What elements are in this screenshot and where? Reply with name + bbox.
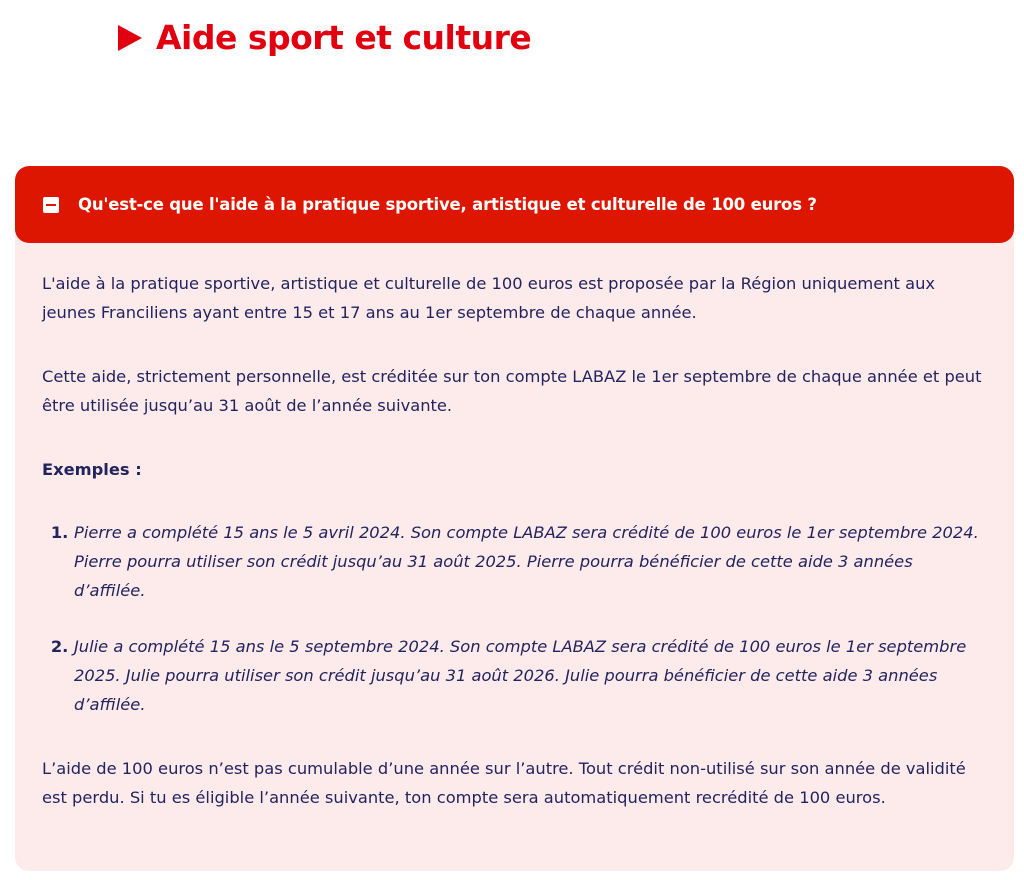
- examples-list: [42, 518, 984, 719]
- examples-label: Exemples :: [42, 460, 142, 479]
- non-cumulative-paragraph: L’aide de 100 euros n’est pas cumulable d’une année sur l’autre. Tout crédit non-utilisé sur son année de validité est perdu. Si tu es éligible l’année suivante, ton compte sera automatiquement recrédité de 100 euros.: [42, 759, 966, 807]
- example-item: 1. Pierre a complété 15 ans le 5 avril 2024. Son compte LABAZ sera crédité de 100 euros le 1er septembre 2024. Pierre pourra utiliser son crédit jusqu’au 31 août 2025. Pierre pourra bénéficier de cette aide 3 années d’affilée.: [74, 518, 984, 605]
- accordion-body: [15, 243, 1014, 812]
- intro-paragraph: L'aide à la pratique sportive, artistique et culturelle de 100 euros est proposée par la Région uniquement aux jeunes Franciliens ayant entre 15 et 17 ans au 1er septembre de chaque année.: [42, 274, 936, 322]
- example-item: 2. Julie a complété 15 ans le 5 septembre 2024. Son compte LABAZ sera crédité de 100 euros le 1er septembre 2025. Julie pourra utiliser son crédit jusqu’au 31 août 2026. Julie pourra bénéficier de cette aide 3 années d’affilée.: [74, 632, 984, 719]
- section-title-text: Aide sport et culture: [156, 18, 532, 57]
- minus-square-icon[interactable]: [43, 197, 59, 213]
- faq-accordion: [15, 166, 1014, 871]
- accordion-question[interactable]: Qu'est-ce que l'aide à la pratique sportive, artistique et culturelle de 100 euros ?: [78, 195, 817, 214]
- accordion-header-toggle[interactable]: [15, 166, 1014, 243]
- credit-paragraph: Cette aide, strictement personnelle, est créditée sur ton compte LABAZ le 1er septembre de chaque année et peut être utilisée jusqu’au 31 août de l’année suivante.: [42, 367, 982, 415]
- section-title: [118, 14, 531, 62]
- play-triangle-icon: [118, 25, 142, 51]
